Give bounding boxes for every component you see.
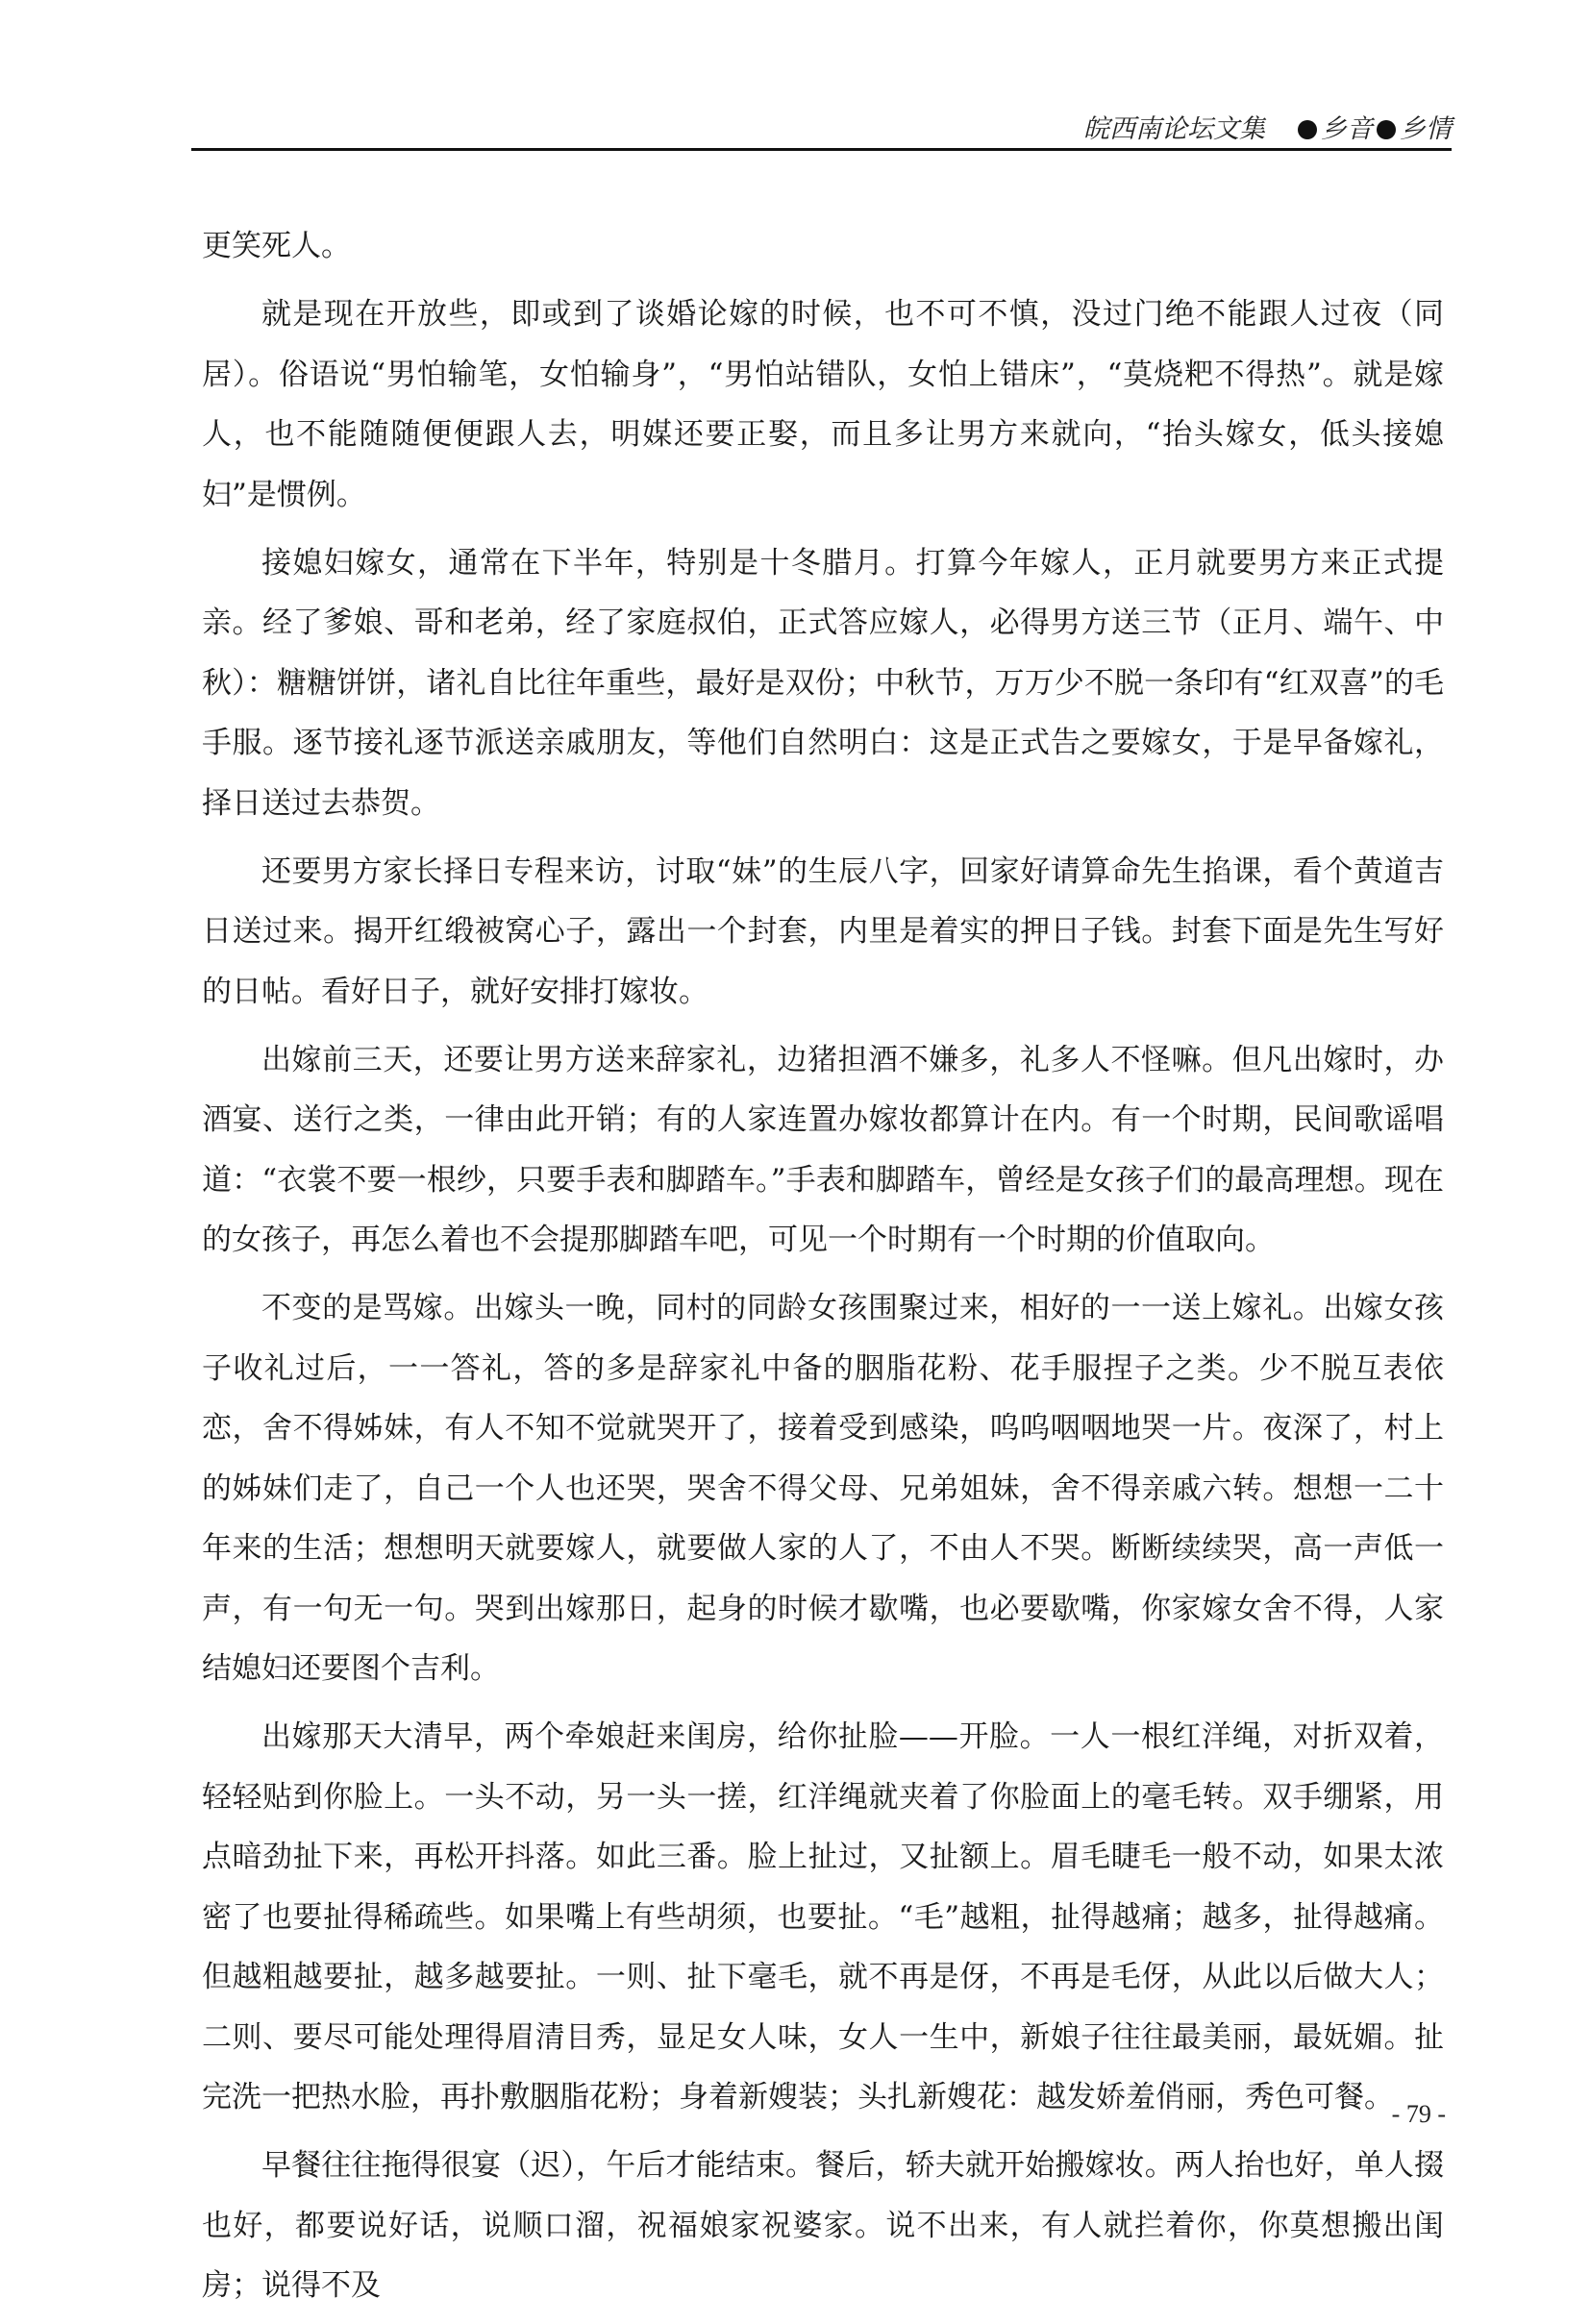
paragraph: 还要男方家长择日专程来访，讨取“妹”的生辰八字，回家好请算命先生掐课，看个黄道吉日送过来。揭开红缎被窝心子，露出一个封套，内里是着实的押日子钱。封套下面是先生写好的日帖。看好日子，就好安排打嫁妆。 [202, 853, 1444, 1009]
header-rule [191, 148, 1452, 151]
paragraph: 早餐往往拖得很宴（迟），午后才能结束。餐后，轿夫就开始搬嫁妆。两人抬也好，单人掇也好，都要说好话，说顺口溜，祝福娘家祝婆家。说不出来，有人就拦着你，你莫想搬出闺房；说得不及 [202, 2148, 1444, 2303]
body-text [202, 216, 1444, 2324]
paragraph: 出嫁那天大清早，两个牵娘赶来闺房，给你扯脸——开脸。一人一根红洋绳，对折双着，轻轻贴到你脸上。一头不动，另一头一搓，红洋绳就夹着了你脸面上的毫毛转。双手绷紧，用点暗劲扯下来，再松开抖落。如此三番。脸上扯过，又扯额上。眉毛睫毛一般不动，如果太浓密了也要扯得稀疏些。如果嘴上有些胡须，也要扯。“毛”越粗，扯得越痛；越多，扯得越痛。但越粗越要扯，越多越要扯。一则、扯下毫毛，就不再是伢，不再是毛伢，从此以后做大人；二则、要尽可能处理得眉清目秀，显足女人味，女人一生中，新娘子往往最美丽，最妩媚。扯完洗一把热水脸，再扑敷胭脂花粉；身着新嫂装；头扎新嫂花：越发娇羞俏丽，秀色可餐。 [202, 1719, 1444, 2114]
paragraph: 更笑死人。 [202, 229, 351, 263]
paragraph: 就是现在开放些，即或到了谈婚论嫁的时候，也不可不慎，没过门绝不能跟人过夜（同居）。俗语说“男怕输笔，女怕输身”，“男怕站错队，女怕上错床”，“莫烧粑不得热”。就是嫁人，也不能随随便便跟人去，明媒还要正娶，而且多让男方来就向，“抬头嫁女，低头接媳妇”是惯例。 [202, 297, 1444, 512]
paragraph: 不变的是骂嫁。出嫁头一晚，同村的同龄女孩围聚过来，相好的一一送上嫁礼。出嫁女孩子收礼过后，一一答礼，答的多是辞家礼中备的胭脂花粉、花手服捏子之类。少不脱互表依恋，舍不得姊妹，有人不知不觉就哭开了，接着受到感染，呜呜咽咽地哭一片。夜深了，村上的姊妹们走了，自己一个人也还哭，哭舍不得父母、兄弟姐妹，舍不得亲戚六转。想想一二十年来的生活；想想明天就要嫁人，就要做人家的人了，不由人不哭。断断续续哭，高一声低一声，有一句无一句。哭到出嫁那日，起身的时候才歇嘴，也必要歇嘴，你家嫁女舍不得，人家结媳妇还要图个吉利。 [202, 1291, 1444, 1686]
bullet-dot-icon [1298, 120, 1317, 139]
paragraph: 出嫁前三天，还要让男方送来辞家礼，边猪担酒不嫌多，礼多人不怪嘛。但凡出嫁时，办酒宴、送行之类，一律由此开销；有的人家连置办嫁妆都算计在内。有一个时期，民间歌谣唱道：“衣裳不要一根纱，只要手表和脚踏车。”手表和脚踏车，曾经是女孩子们的最高理想。现在的女孩子，再怎么着也不会提那脚踏车吧，可见一个时期有一个时期的价值取向。 [202, 1042, 1444, 1257]
bullet-dot-icon [1377, 120, 1396, 139]
header-title: 皖西南论坛文集 [1083, 114, 1265, 144]
page-number: - 79 - [1391, 2100, 1446, 2128]
running-header [191, 108, 1452, 146]
paragraph: 接媳妇嫁女，通常在下半年，特别是十冬腊月。打算今年嫁人，正月就要男方来正式提亲。经了爹娘、哥和老弟，经了家庭叔伯，正式答应嫁人，必得男方送三节（正月、端午、中秋）：糖糖饼饼，诸礼自比往年重些，最好是双份；中秋节，万万少不脱一条印有“红双喜”的毛手服。逐节接礼逐节派送亲戚朋友，等他们自然明白：这是正式告之要嫁女，于是早备嫁礼，择日送过去恭贺。 [202, 545, 1444, 821]
header-tag-2: 乡情 [1400, 114, 1452, 144]
header-tag-1: 乡音 [1321, 114, 1373, 144]
